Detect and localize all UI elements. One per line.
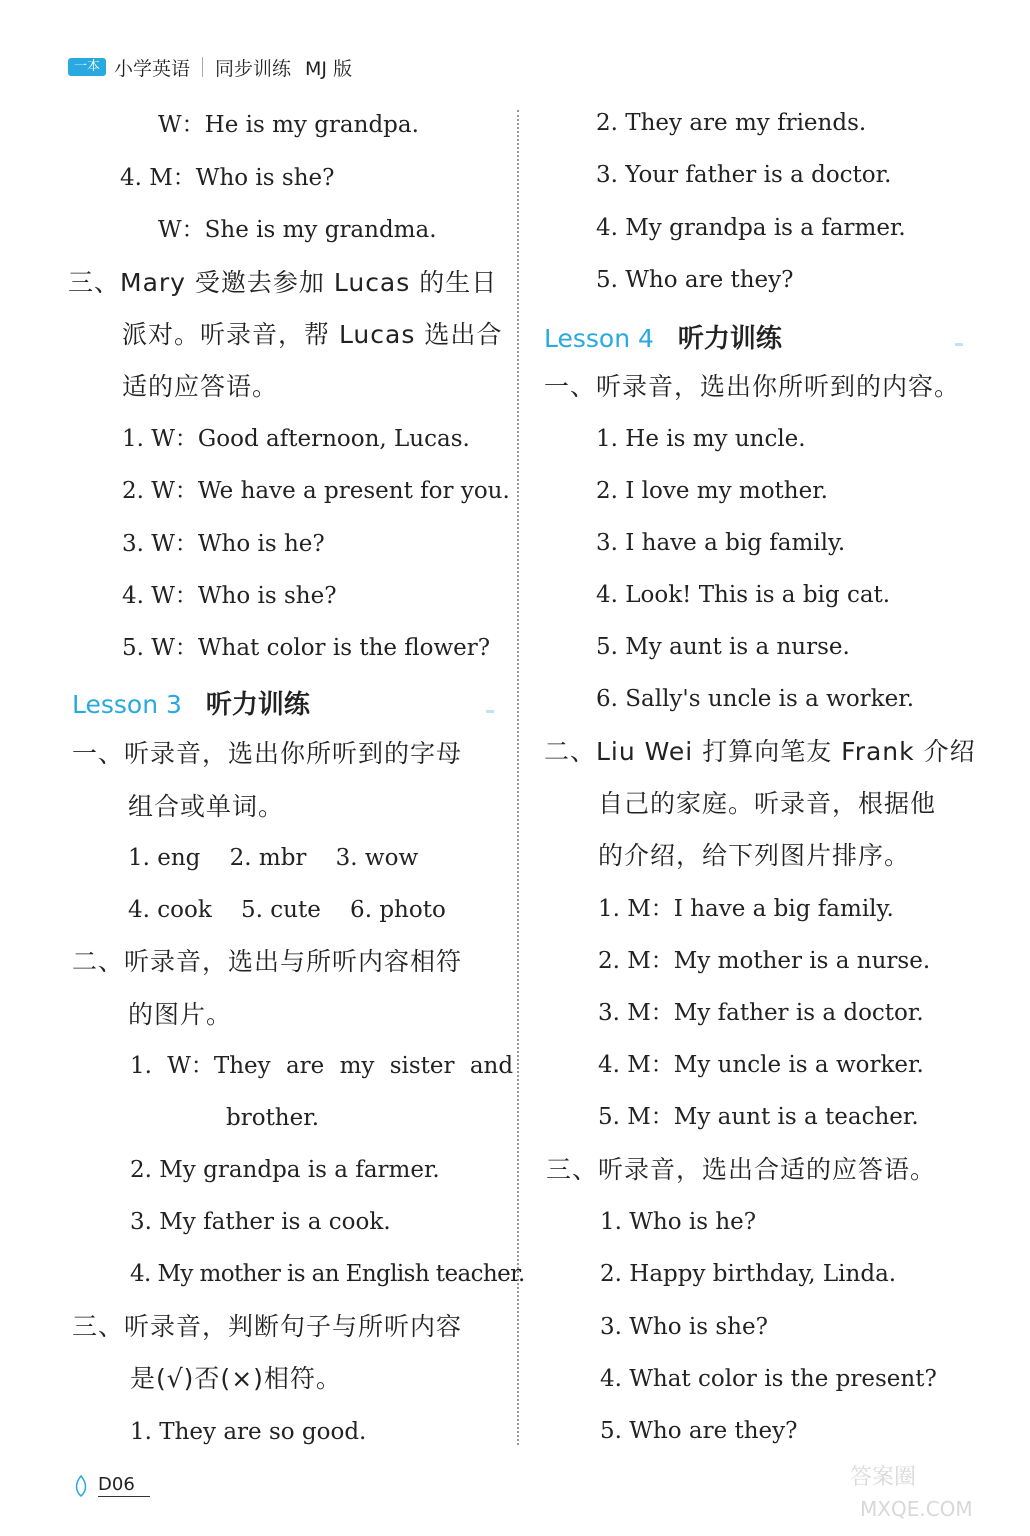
list-item: 1. Who is he? [600,1209,757,1235]
section-heading: 组合或单词。 [128,792,285,821]
list-item: 6. Sally's uncle is a worker. [596,686,915,712]
page-number: D06 [98,1474,150,1497]
lesson-4-heading [544,318,782,355]
book-version: MJ 版 [305,57,353,80]
section-heading: 一、听录音，选出你所听到的字母 [72,739,463,768]
list-item: 3. My father is a cook. [130,1209,391,1235]
list-item: 4. M：My uncle is a worker. [598,1052,924,1078]
list-item: 2. I love my mother. [596,478,828,504]
dialog-line: W：She is my grandma. [158,217,437,243]
list-item: 3. Who is she? [600,1314,768,1340]
dialog-line: 4. M：Who is she? [120,165,335,191]
list-item: 5. Who are they? [596,267,794,293]
list-item: 4. My mother is an English teacher. [130,1261,525,1287]
section-heading: 派对。听录音，帮 Lucas 选出合 [122,320,503,349]
section-heading: 自己的家庭。听录音，根据他 [598,789,937,818]
list-item: 4. cook 5. cute 6. photo [128,897,446,923]
lesson-number: Lesson 3 [72,690,182,719]
section-heading: 一、听录音，选出你所听到的内容。 [544,372,961,401]
list-item: 5. Who are they? [600,1418,798,1444]
list-item: 4. W：Who is she? [122,583,337,609]
section-heading: 三、听录音，判断句子与所听内容 [72,1312,463,1341]
section-heading: 是(√)否(×)相符。 [130,1364,342,1393]
book-series: 同步训练 [215,57,292,80]
list-item: 3. M：My father is a doctor. [598,1000,924,1026]
dialog-line: W：He is my grandpa. [158,112,419,138]
list-item: 2. Happy birthday, Linda. [600,1261,897,1287]
list-item: 1. They are so good. [130,1419,367,1445]
list-item: 2. M：My mother is a nurse. [598,948,931,974]
section-heading: 二、Liu Wei 打算向笔友 Frank 介绍 [544,737,976,766]
brand-logo: 一本 [68,58,106,76]
lesson-title: 听力训练 [677,324,782,354]
list-item: 4. What color is the present? [600,1366,937,1392]
list-item: 5. My aunt is a nurse. [596,634,850,660]
section-heading: 三、Mary 受邀去参加 Lucas 的生日 [68,268,498,297]
leaf-icon [74,1475,88,1497]
list-item: 1. W：Good afternoon, Lucas. [122,426,470,452]
list-item: 4. Look! This is a big cat. [596,582,891,608]
list-item: 5. W：What color is the flower? [122,635,491,661]
book-subject: 小学英语 [114,57,191,80]
list-item: 3. I have a big family. [596,530,846,556]
section-heading: 适的应答语。 [122,372,279,401]
list-item: 5. M：My aunt is a teacher. [598,1104,919,1130]
list-item: 2. My grandpa is a farmer. [130,1157,440,1183]
list-item: 2. W：We have a present for you. [122,478,510,504]
page-footer [74,1474,150,1497]
list-item: 3. Your father is a doctor. [596,162,892,188]
list-item: 2. They are my friends. [596,110,867,136]
section-heading: 三、听录音，选出合适的应答语。 [546,1155,937,1184]
section-heading: 的图片。 [128,1000,233,1029]
list-item: brother. [226,1105,320,1131]
list-item: 1. eng 2. mbr 3. wow [128,845,419,871]
list-item: 3. W：Who is he? [122,531,325,557]
decorative-tick [955,343,963,346]
list-item: 4. My grandpa is a farmer. [596,215,906,241]
watermark-logo [830,1454,1010,1526]
list-item: 1. M：I have a big family. [598,896,894,922]
lesson-title: 听力训练 [205,690,310,720]
section-heading: 的介绍，给下列图片排序。 [598,841,911,870]
list-item: 1. W：They are my sister and [130,1053,514,1079]
watermark-text: 答案圈 [850,1465,917,1490]
lesson-number: Lesson 4 [544,324,654,353]
watermark-url: MXQE.COM [860,1497,973,1521]
list-item: 1. He is my uncle. [596,426,806,452]
section-heading: 二、听录音，选出与所听内容相符 [72,947,463,976]
